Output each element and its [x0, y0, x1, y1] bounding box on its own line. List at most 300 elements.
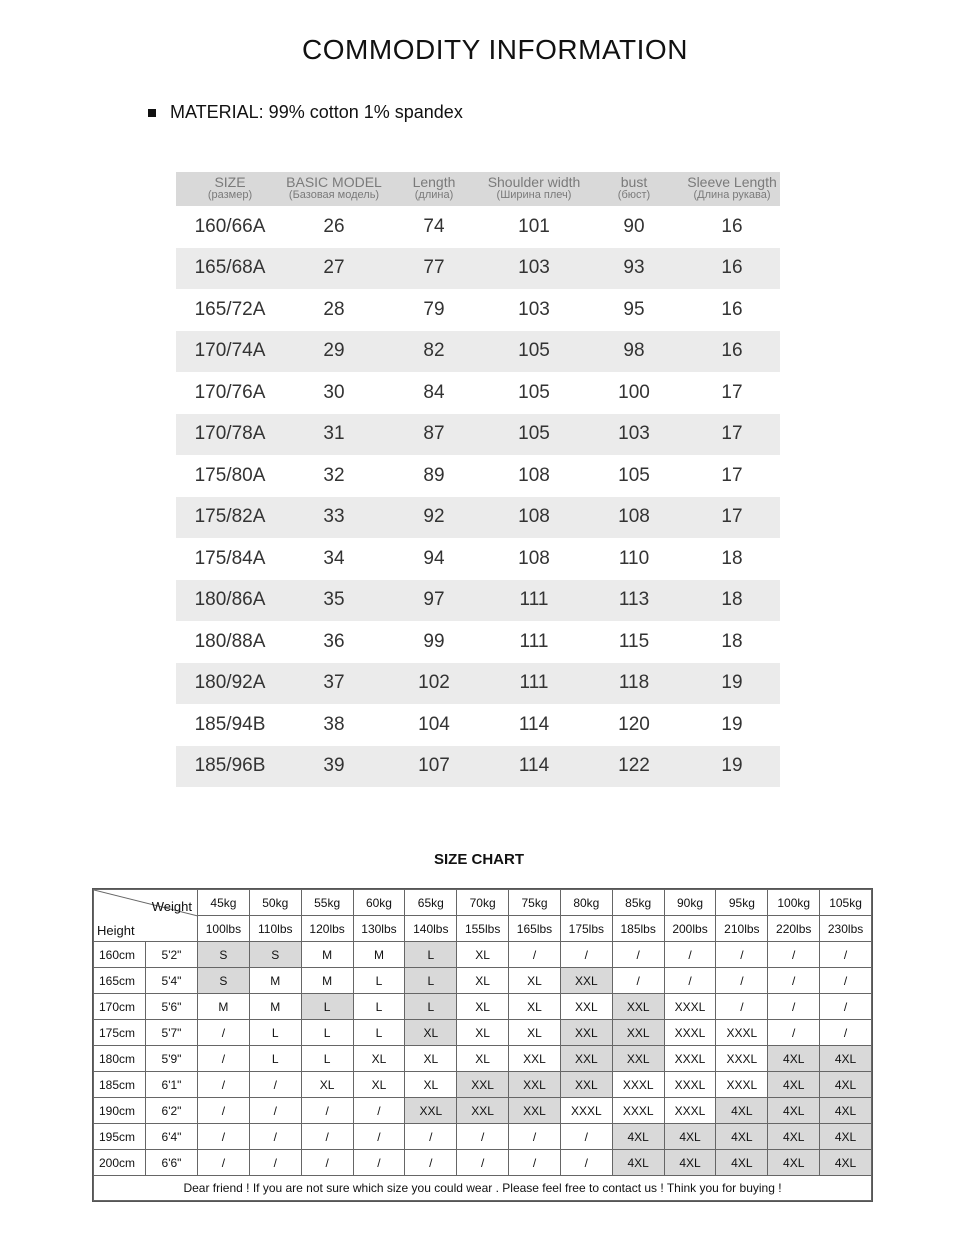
size-table-row — [176, 746, 780, 788]
size-table-cell: 185/94B — [194, 713, 266, 735]
size-chart-cell: / — [198, 1072, 250, 1098]
size-chart-cell: / — [301, 1150, 353, 1176]
size-table-cell: 16 — [721, 215, 743, 237]
size-chart-cell: L — [353, 968, 405, 994]
size-table-row — [176, 704, 780, 746]
size-table-cell: 74 — [423, 215, 445, 237]
size-table-cell: 17 — [721, 464, 743, 486]
weight-label: Weight — [151, 899, 192, 914]
size-table-row — [176, 206, 780, 248]
size-chart-kg-row — [94, 890, 872, 916]
material-text: MATERIAL: 99% cotton 1% spandex — [170, 102, 463, 122]
size-chart-row — [94, 1098, 872, 1124]
size-table-cell: 95 — [623, 298, 645, 320]
size-chart-cell: 4XL — [716, 1098, 768, 1124]
size-table-cell: 16 — [721, 340, 743, 362]
size-table-row — [176, 538, 780, 580]
lbs-header-cell: 185lbs — [612, 916, 664, 942]
size-chart-cell: XXXL — [664, 994, 716, 1020]
size-table-cell: 18 — [721, 547, 743, 569]
size-chart-cell: / — [560, 1124, 612, 1150]
size-table-cell: 19 — [721, 672, 743, 694]
page-title: COMMODITY INFORMATION — [302, 34, 688, 65]
header-label-ru: (размер) — [207, 189, 253, 201]
size-chart-footer: Dear friend ! If you are not sure which size you could wear . Please feel free to contact us ! Think you for buying ! — [94, 1176, 872, 1201]
bullet-square-icon — [148, 109, 156, 117]
size-chart-cell: XL — [405, 1046, 457, 1072]
size-chart-cell: 4XL — [612, 1150, 664, 1176]
size-chart-cell: 4XL — [820, 1046, 872, 1072]
size-chart-cell: XXL — [560, 994, 612, 1020]
size-chart-cell: L — [353, 1020, 405, 1046]
size-chart-cell: 4XL — [820, 1150, 872, 1176]
size-chart-cell: / — [768, 968, 820, 994]
size-chart-cell: M — [198, 994, 250, 1020]
size-chart-cell: M — [353, 942, 405, 968]
size-chart-cell: XXL — [457, 1072, 509, 1098]
size-table-cell: 87 — [423, 423, 445, 445]
size-table-row — [176, 289, 780, 331]
size-chart-row — [94, 968, 872, 994]
size-chart-row — [94, 1072, 872, 1098]
size-table-cell: 35 — [323, 589, 345, 611]
size-chart-cell: XL — [353, 1072, 405, 1098]
size-table-row — [176, 580, 780, 622]
kg-header-cell: 45kg — [198, 890, 250, 916]
size-chart-cell: XXXL — [560, 1098, 612, 1124]
height-cm-cell: 195cm — [94, 1124, 146, 1150]
size-chart-cell: / — [820, 1020, 872, 1046]
size-table-cell: 170/76A — [194, 381, 266, 403]
size-table-cell: 97 — [423, 589, 445, 611]
size-table-cell: 107 — [418, 755, 450, 777]
lbs-header-cell: 230lbs — [820, 916, 872, 942]
size-table-cell: 118 — [618, 672, 650, 694]
size-chart-cell: / — [768, 1020, 820, 1046]
size-table-cell: 108 — [618, 506, 650, 528]
size-table-cell: 175/80A — [194, 464, 266, 486]
size-table-cell: 32 — [323, 464, 345, 486]
height-cm-cell: 160cm — [94, 942, 146, 968]
size-chart-cell: L — [301, 994, 353, 1020]
size-chart-cell: 4XL — [768, 1150, 820, 1176]
size-table-cell: 105 — [518, 340, 550, 362]
size-table-cell: 114 — [518, 755, 550, 777]
size-table-cell: 82 — [423, 340, 445, 362]
size-chart-cell: / — [820, 942, 872, 968]
size-table-cell: 29 — [323, 340, 345, 362]
size-chart-cell: / — [198, 1124, 250, 1150]
size-table-cell: 108 — [518, 547, 550, 569]
size-chart-cell: L — [405, 942, 457, 968]
size-table-cell: 170/74A — [194, 340, 266, 362]
height-cm-cell: 190cm — [94, 1098, 146, 1124]
size-chart-cell: XXXL — [664, 1098, 716, 1124]
size-chart-cell: XXL — [509, 1046, 561, 1072]
size-chart-corner — [94, 890, 198, 942]
size-chart-cell: / — [249, 1124, 301, 1150]
height-cm-cell: 200cm — [94, 1150, 146, 1176]
size-table-cell: 18 — [721, 589, 743, 611]
size-chart-cell: / — [405, 1150, 457, 1176]
size-chart-cell: / — [405, 1124, 457, 1150]
size-chart-cell: / — [612, 968, 664, 994]
kg-header-cell: 105kg — [820, 890, 872, 916]
size-chart-cell: / — [353, 1150, 405, 1176]
size-chart-cell: XXL — [457, 1098, 509, 1124]
size-table-cell: 93 — [623, 257, 645, 279]
size-table-cell: 175/84A — [194, 547, 266, 569]
size-table-cell: 170/78A — [194, 423, 266, 445]
size-chart-cell: / — [716, 942, 768, 968]
size-table-header-cell — [384, 172, 484, 206]
size-table-cell: 89 — [423, 464, 445, 486]
size-table-cell: 105 — [518, 423, 550, 445]
size-chart-cell: L — [301, 1020, 353, 1046]
size-table-header-cell — [484, 172, 584, 206]
size-chart-cell: XL — [457, 994, 509, 1020]
kg-header-cell: 80kg — [560, 890, 612, 916]
size-table-cell: 17 — [721, 423, 743, 445]
header-label-en: Sleeve Length — [687, 174, 777, 190]
size-table-cell: 105 — [618, 464, 650, 486]
size-chart-footer-row — [94, 1176, 872, 1201]
size-table-cell: 105 — [518, 381, 550, 403]
size-chart-table — [93, 889, 872, 1201]
size-chart-cell: / — [509, 1150, 561, 1176]
size-chart-cell: / — [198, 1020, 250, 1046]
size-chart-cell: XL — [509, 968, 561, 994]
size-table-cell: 120 — [618, 713, 650, 735]
size-chart-cell: L — [301, 1046, 353, 1072]
size-chart-cell: 4XL — [664, 1150, 716, 1176]
size-table-cell: 110 — [618, 547, 650, 569]
kg-header-cell: 90kg — [664, 890, 716, 916]
size-chart-cell: XXL — [509, 1072, 561, 1098]
size-chart-cell: / — [612, 942, 664, 968]
kg-header-cell: 95kg — [716, 890, 768, 916]
size-table-cell: 19 — [721, 755, 743, 777]
size-table-cell: 38 — [323, 713, 345, 735]
size-table-cell: 36 — [323, 630, 345, 652]
size-chart-row — [94, 1150, 872, 1176]
size-chart-title: SIZE CHART — [434, 851, 524, 868]
size-table-cell: 111 — [519, 630, 549, 652]
size-chart-cell: / — [768, 994, 820, 1020]
size-chart-cell: XXL — [405, 1098, 457, 1124]
size-table-cell: 26 — [323, 215, 345, 237]
size-table-cell: 34 — [323, 547, 345, 569]
header-label-en: Length — [412, 174, 456, 190]
lbs-header-cell: 220lbs — [768, 916, 820, 942]
size-table-cell: 27 — [323, 257, 345, 279]
size-chart-cell: XXL — [560, 1072, 612, 1098]
size-chart-cell: L — [405, 968, 457, 994]
header-label-en: Shoulder width — [487, 174, 581, 190]
size-chart-cell: / — [664, 942, 716, 968]
size-chart — [92, 888, 873, 1202]
material-line — [148, 102, 463, 123]
size-chart-cell: XL — [353, 1046, 405, 1072]
header-label-en: bust — [620, 174, 648, 190]
lbs-header-cell: 155lbs — [457, 916, 509, 942]
size-chart-cell: M — [301, 968, 353, 994]
size-table-cell: 18 — [721, 630, 743, 652]
lbs-header-cell: 110lbs — [249, 916, 301, 942]
size-table-cell: 30 — [323, 381, 345, 403]
size-table-cell: 99 — [423, 630, 445, 652]
header-label-ru: (Длина рукава) — [693, 189, 771, 201]
size-table-cell: 28 — [323, 298, 345, 320]
size-chart-cell: 4XL — [768, 1124, 820, 1150]
lbs-header-cell: 200lbs — [664, 916, 716, 942]
size-table-cell: 90 — [623, 215, 645, 237]
size-chart-cell: / — [353, 1124, 405, 1150]
size-table-cell: 102 — [418, 672, 450, 694]
height-ft-cell: 6'2" — [146, 1098, 198, 1124]
size-chart-cell: S — [249, 942, 301, 968]
lbs-header-cell: 130lbs — [353, 916, 405, 942]
size-table-cell: 16 — [721, 298, 743, 320]
size-table-cell: 108 — [518, 506, 550, 528]
size-chart-cell: 4XL — [820, 1124, 872, 1150]
size-chart-row — [94, 1046, 872, 1072]
size-table-row — [176, 497, 780, 539]
size-table-header-cell — [284, 172, 384, 206]
header-label-ru: (длина) — [414, 189, 454, 201]
lbs-header-cell: 175lbs — [560, 916, 612, 942]
size-chart-cell: XXL — [509, 1098, 561, 1124]
size-table-row — [176, 331, 780, 373]
size-table-header-cell — [684, 172, 780, 206]
size-chart-cell: 4XL — [768, 1046, 820, 1072]
size-chart-cell: XXL — [612, 1020, 664, 1046]
size-table-row — [176, 455, 780, 497]
size-table-cell: 39 — [323, 755, 345, 777]
header-label-en: SIZE — [214, 174, 246, 190]
size-chart-row — [94, 1020, 872, 1046]
size-table-cell: 115 — [618, 630, 650, 652]
size-chart-cell: / — [820, 994, 872, 1020]
size-chart-cell: L — [249, 1020, 301, 1046]
size-table-cell: 122 — [618, 755, 650, 777]
size-chart-cell: S — [198, 968, 250, 994]
size-chart-cell: XXXL — [716, 1020, 768, 1046]
size-chart-cell: XXL — [560, 968, 612, 994]
size-chart-cell: XXXL — [612, 1098, 664, 1124]
size-table-cell: 180/92A — [194, 672, 266, 694]
size-chart-cell: / — [249, 1098, 301, 1124]
size-chart-cell: XXL — [560, 1046, 612, 1072]
kg-header-cell: 100kg — [768, 890, 820, 916]
size-chart-cell: XXXL — [612, 1072, 664, 1098]
size-table-cell: 180/88A — [194, 630, 266, 652]
size-chart-cell: XXXL — [716, 1046, 768, 1072]
size-table-cell: 98 — [623, 340, 645, 362]
size-chart-cell: M — [249, 968, 301, 994]
size-table-row — [176, 372, 780, 414]
size-chart-cell: / — [198, 1098, 250, 1124]
size-chart-cell: / — [664, 968, 716, 994]
size-table-cell: 77 — [423, 257, 445, 279]
size-chart-cell: / — [249, 1150, 301, 1176]
size-table-header-cell — [584, 172, 684, 206]
size-chart-cell: XL — [457, 1020, 509, 1046]
size-table-cell: 165/72A — [194, 298, 266, 320]
size-chart-cell: M — [301, 942, 353, 968]
size-chart-cell: 4XL — [612, 1124, 664, 1150]
lbs-header-cell: 165lbs — [509, 916, 561, 942]
kg-header-cell: 60kg — [353, 890, 405, 916]
size-chart-cell: / — [716, 968, 768, 994]
size-table-row — [176, 663, 780, 705]
size-table-cell: 103 — [518, 257, 550, 279]
size-chart-cell: / — [768, 942, 820, 968]
size-table-cell: 17 — [721, 381, 743, 403]
size-table-cell: 108 — [518, 464, 550, 486]
size-table-cell: 160/66A — [194, 215, 266, 237]
size-chart-cell: XXL — [612, 994, 664, 1020]
size-table-cell: 17 — [721, 506, 743, 528]
size-chart-cell: XL — [301, 1072, 353, 1098]
size-table-cell: 19 — [721, 713, 743, 735]
height-ft-cell: 5'2" — [146, 942, 198, 968]
size-table-cell: 111 — [519, 589, 549, 611]
size-chart-cell: / — [198, 1046, 250, 1072]
size-chart-cell: XL — [457, 1046, 509, 1072]
header-label-ru: (Базовая модель) — [288, 189, 380, 201]
lbs-header-cell: 100lbs — [198, 916, 250, 942]
height-ft-cell: 5'4" — [146, 968, 198, 994]
size-chart-cell: / — [301, 1124, 353, 1150]
size-chart-cell: 4XL — [768, 1072, 820, 1098]
size-chart-cell: / — [457, 1150, 509, 1176]
size-chart-cell: / — [198, 1150, 250, 1176]
size-chart-cell: L — [405, 994, 457, 1020]
size-table-header — [176, 172, 780, 206]
size-chart-cell: / — [716, 994, 768, 1020]
size-chart-cell: XL — [457, 968, 509, 994]
size-chart-cell: 4XL — [716, 1150, 768, 1176]
size-table-cell: 103 — [618, 423, 650, 445]
size-chart-cell: 4XL — [716, 1124, 768, 1150]
size-table-body — [176, 206, 780, 787]
size-chart-cell: / — [509, 942, 561, 968]
header-label-en: BASIC MODEL — [286, 174, 382, 190]
kg-header-cell: 85kg — [612, 890, 664, 916]
size-chart-cell: XXXL — [664, 1072, 716, 1098]
lbs-header-cell: 210lbs — [716, 916, 768, 942]
lbs-header-cell: 120lbs — [301, 916, 353, 942]
kg-header-cell: 65kg — [405, 890, 457, 916]
height-ft-cell: 5'9" — [146, 1046, 198, 1072]
size-chart-lbs-row — [94, 916, 872, 942]
kg-header-cell: 50kg — [249, 890, 301, 916]
size-table-header-cell — [176, 172, 284, 206]
size-chart-cell: 4XL — [820, 1098, 872, 1124]
size-table-row — [176, 248, 780, 290]
size-table-cell: 31 — [323, 423, 345, 445]
kg-header-cell: 70kg — [457, 890, 509, 916]
height-ft-cell: 6'6" — [146, 1150, 198, 1176]
header-label-ru: (Ширина плеч) — [496, 189, 572, 201]
size-chart-cell: XXXL — [664, 1020, 716, 1046]
size-table-cell: 101 — [518, 215, 550, 237]
size-chart-cell: XL — [457, 942, 509, 968]
size-table-cell: 165/68A — [194, 257, 266, 279]
lbs-header-cell: 140lbs — [405, 916, 457, 942]
size-table-cell: 84 — [423, 381, 445, 403]
size-chart-row — [94, 942, 872, 968]
size-chart-cell: XXXL — [664, 1046, 716, 1072]
size-chart-cell: M — [249, 994, 301, 1020]
size-chart-cell: 4XL — [820, 1072, 872, 1098]
size-table-cell: 175/82A — [194, 506, 266, 528]
size-chart-cell: / — [353, 1098, 405, 1124]
size-chart-cell: L — [249, 1046, 301, 1072]
size-table-cell: 37 — [323, 672, 345, 694]
size-table-cell: 111 — [519, 672, 549, 694]
size-chart-cell: XXXL — [716, 1072, 768, 1098]
header-label-ru: (бюст) — [617, 189, 651, 201]
size-table-cell: 94 — [423, 547, 445, 569]
size-table-cell: 114 — [518, 713, 550, 735]
size-table-cell: 92 — [423, 506, 445, 528]
size-chart-cell: / — [249, 1072, 301, 1098]
size-table-cell: 79 — [423, 298, 445, 320]
size-table-cell: 113 — [618, 589, 650, 611]
size-table-cell: 104 — [418, 713, 450, 735]
height-cm-cell: 180cm — [94, 1046, 146, 1072]
size-table-cell: 33 — [323, 506, 345, 528]
size-chart-cell: XL — [509, 994, 561, 1020]
height-label: Height — [97, 923, 135, 938]
height-cm-cell: 165cm — [94, 968, 146, 994]
height-cm-cell: 170cm — [94, 994, 146, 1020]
height-cm-cell: 175cm — [94, 1020, 146, 1046]
size-table-row — [176, 414, 780, 456]
size-table-cell: 180/86A — [194, 589, 266, 611]
height-ft-cell: 5'7" — [146, 1020, 198, 1046]
size-chart-row — [94, 1124, 872, 1150]
size-chart-cell: 4XL — [664, 1124, 716, 1150]
size-chart-cell: L — [353, 994, 405, 1020]
size-chart-cell: XXL — [612, 1046, 664, 1072]
size-table-cell: 16 — [721, 257, 743, 279]
size-chart-cell: / — [509, 1124, 561, 1150]
height-cm-cell: 185cm — [94, 1072, 146, 1098]
size-table-cell: 103 — [518, 298, 550, 320]
size-chart-cell: XL — [509, 1020, 561, 1046]
size-chart-cell: S — [198, 942, 250, 968]
height-ft-cell: 6'1" — [146, 1072, 198, 1098]
size-table-row — [176, 621, 780, 663]
size-chart-cell: XL — [405, 1072, 457, 1098]
height-ft-cell: 6'4" — [146, 1124, 198, 1150]
kg-header-cell: 55kg — [301, 890, 353, 916]
size-chart-cell: / — [560, 942, 612, 968]
size-chart-cell: XXL — [560, 1020, 612, 1046]
size-chart-cell: / — [301, 1098, 353, 1124]
size-table — [176, 172, 780, 787]
size-table-cell: 100 — [618, 381, 650, 403]
height-ft-cell: 5'6" — [146, 994, 198, 1020]
size-chart-row — [94, 994, 872, 1020]
size-chart-cell: / — [457, 1124, 509, 1150]
size-chart-cell: XL — [405, 1020, 457, 1046]
size-chart-cell: / — [560, 1150, 612, 1176]
size-table-cell: 185/96B — [194, 755, 266, 777]
